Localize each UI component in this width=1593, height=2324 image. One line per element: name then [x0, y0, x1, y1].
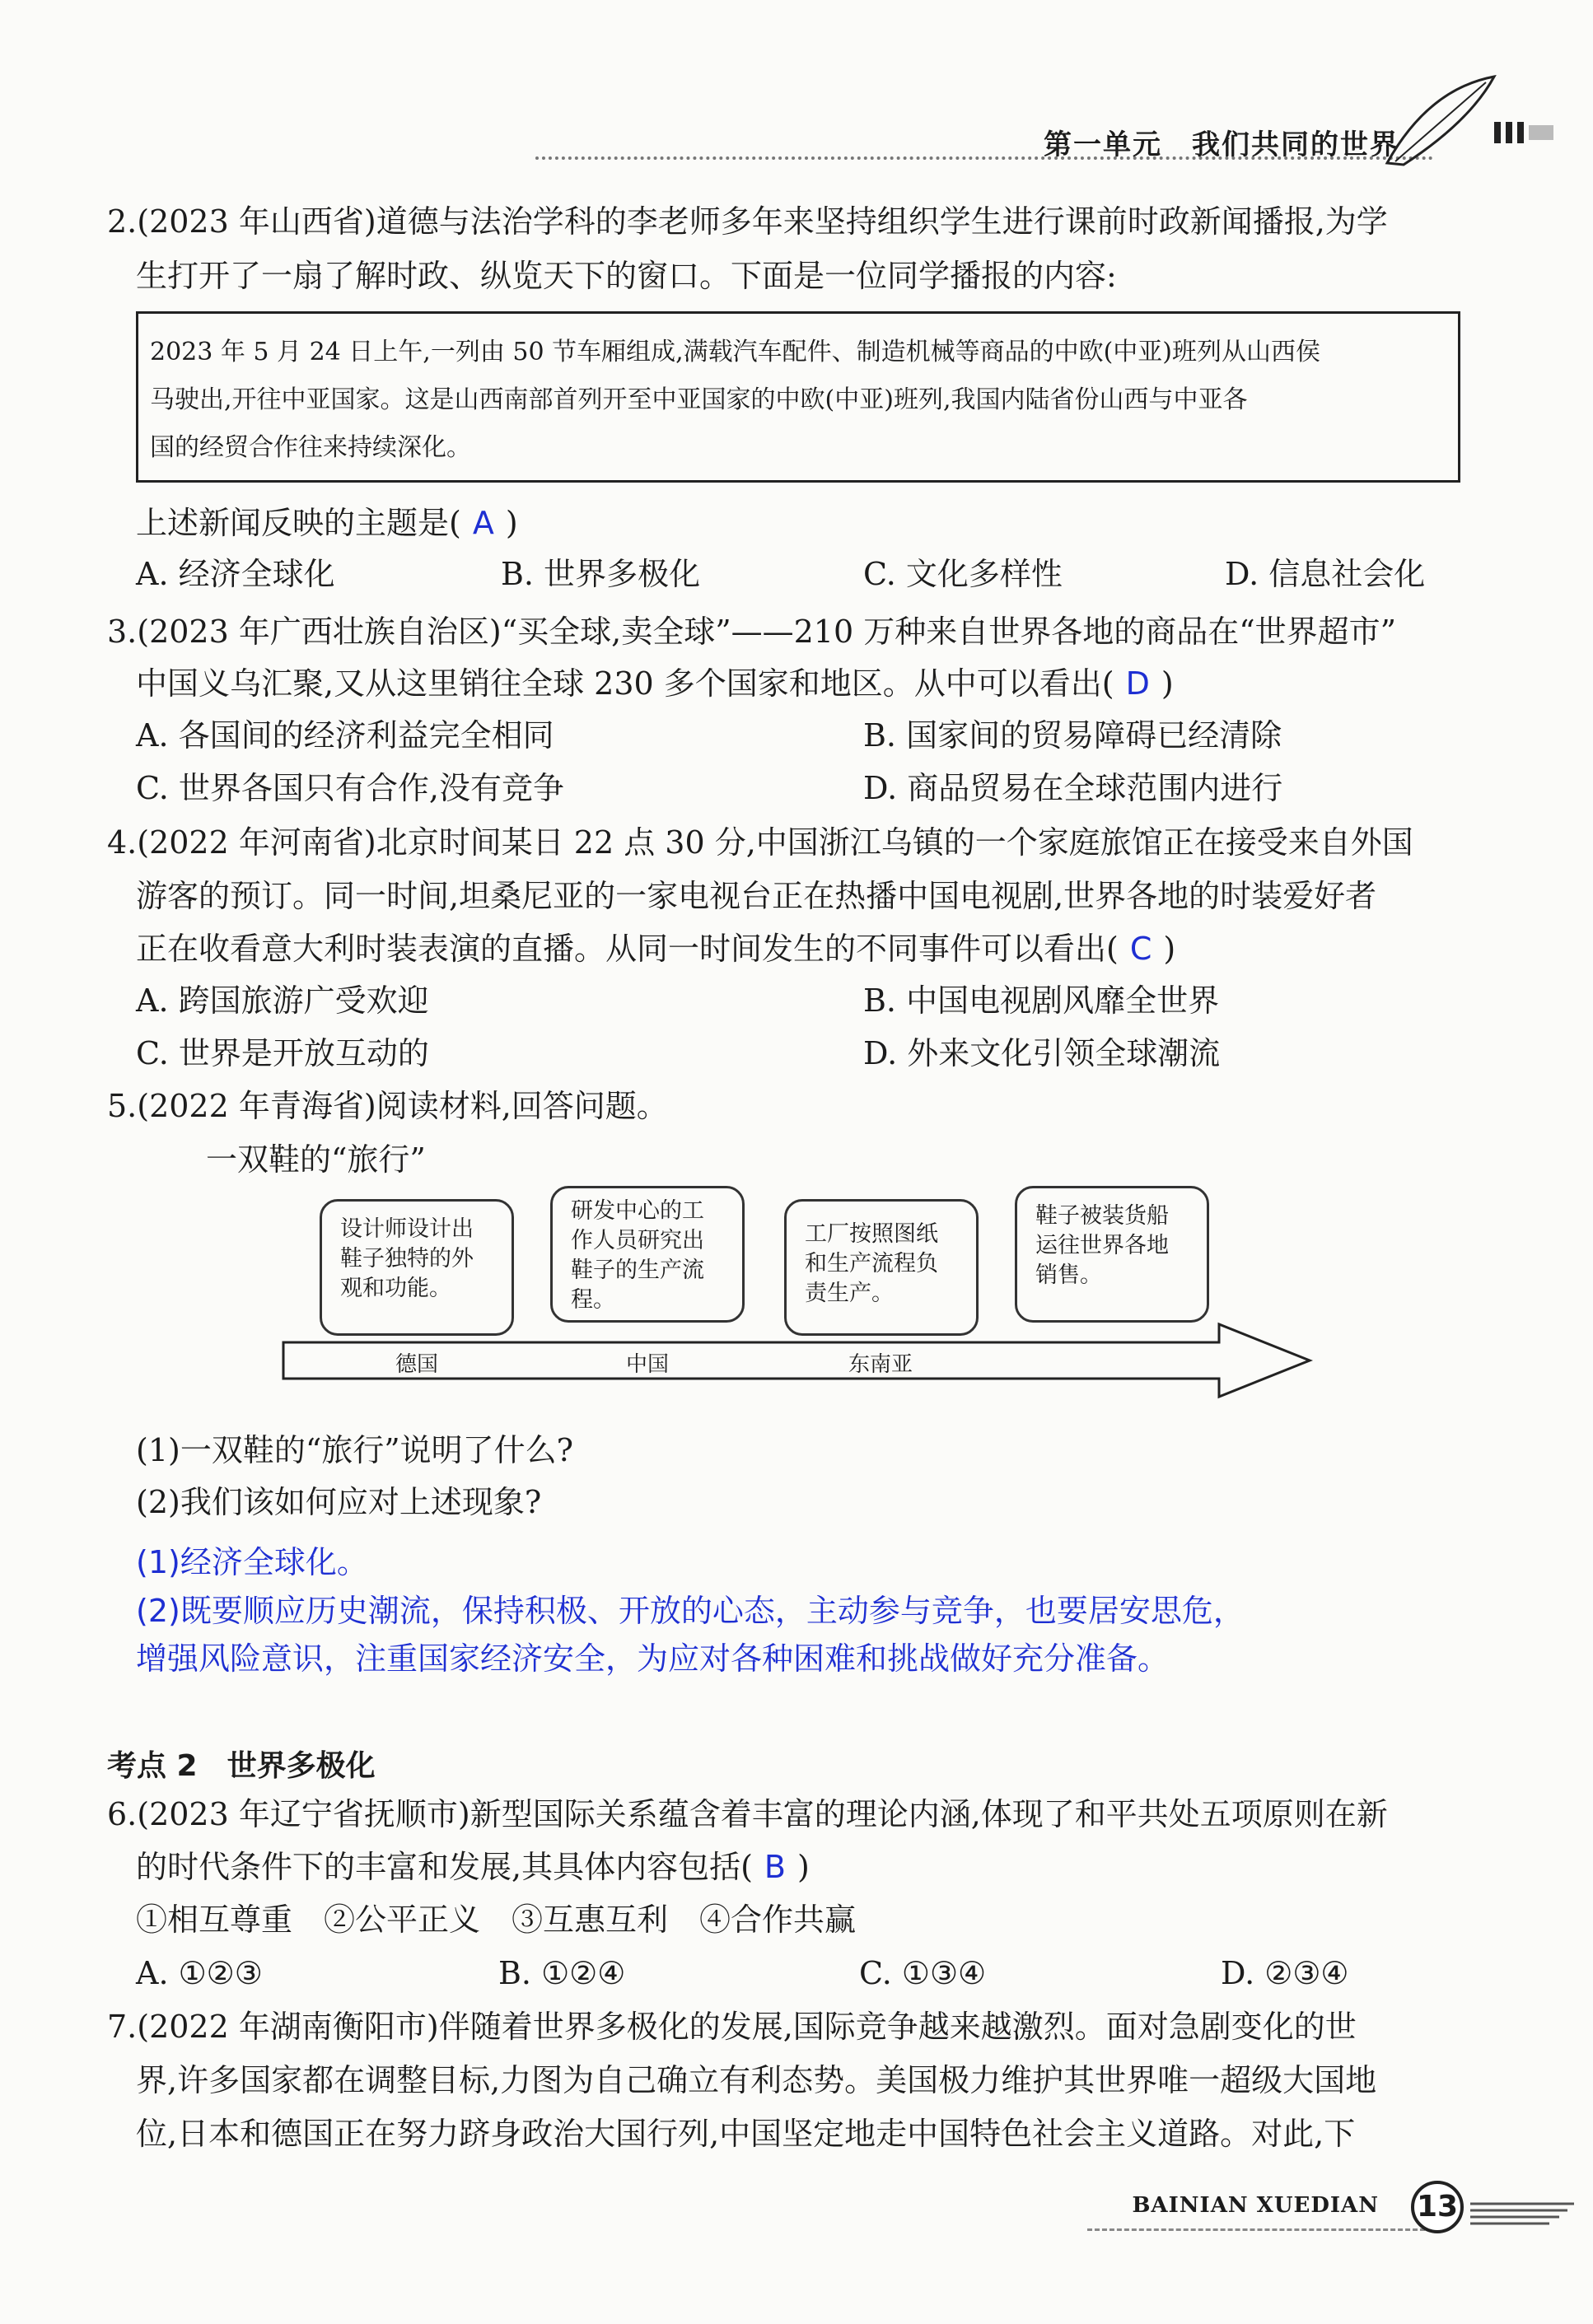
q6-stem-line2: 的时代条件下的丰富和发展,其具体内容包括( B ) — [136, 1849, 810, 1885]
q5-sub-question-1: (1)一双鞋的“旅行”说明了什么? — [136, 1432, 574, 1468]
q7-stem-line3: 位,日本和德国正在努力跻身政治大国行列,中国坚定地走中国特色社会主义道路。对此,下 — [136, 2116, 1356, 2152]
q6-option-a: A. ①②③ — [136, 1955, 263, 1991]
q3-answer: D — [1125, 665, 1150, 702]
q2-option-a: A. 经济全球化 — [136, 556, 335, 592]
footer-brand: BAINIAN XUEDIAN — [1132, 2193, 1379, 2218]
q7-stem-line1: 7.(2022 年湖南衡阳市)伴随着世界多极化的发展,国际竞争越来越激烈。面对急剧变化的世 — [107, 2009, 1357, 2045]
q5-answer-2-line1: (2)既要顺应历史潮流，保持积极、开放的心态，主动参与竞争，也要居安思危， — [136, 1593, 1245, 1629]
news-line: 国的经贸合作往来持续深化。 — [150, 433, 471, 462]
q7-stem-line2: 界,许多国家都在调整目标,力图为自己确立有利态势。美国极力维护其世界唯一超级大国地 — [136, 2062, 1377, 2098]
q5-answer-2-line2: 增强风险意识，注重国家经济安全，为应对各种困难和挑战做好充分准备。 — [136, 1640, 1170, 1677]
flow-step-factory: 工厂按照图纸 和生产流程负 责生产。 — [784, 1199, 979, 1336]
q3-option-c: C. 世界各国只有合作,没有竞争 — [136, 770, 564, 806]
q3-stem-line1: 3.(2023 年广西壮族自治区)“买全球,卖全球”——210 万种来自世界各地的商品在“世界超市” — [107, 614, 1397, 650]
q4-stem-line2: 游客的预订。同一时间,坦桑尼亚的一家电视台正在热播中国电视剧,世界各地的时装爱好者 — [136, 878, 1377, 914]
flow-step-shipping: 鞋子被装货船 运往世界各地 销售。 — [1015, 1186, 1209, 1323]
header-divider — [535, 156, 1433, 160]
q2-option-b: B. 世界多极化 — [501, 556, 701, 592]
q4-option-a: A. 跨国旅游广受欢迎 — [136, 982, 429, 1019]
news-material-box — [136, 311, 1460, 483]
page-number: 13 — [1411, 2181, 1464, 2233]
q3-option-b: B. 国家间的贸易障碍已经清除 — [863, 717, 1282, 754]
region-label-germany: 德国 — [395, 1352, 439, 1377]
flow-step-research: 研发中心的工 作人员研究出 鞋子的生产流 程。 — [550, 1186, 745, 1323]
q6-option-d: D. ②③④ — [1221, 1955, 1349, 1991]
quill-pen-icon — [1371, 72, 1560, 171]
region-label-china: 中国 — [626, 1352, 670, 1377]
flow-step-design: 设计师设计出 鞋子独特的外 观和功能。 — [320, 1199, 514, 1336]
q6-stem-line1: 6.(2023 年辽宁省抚顺市)新型国际关系蕴含着丰富的理论内涵,体现了和平共处五项原则在新 — [107, 1796, 1388, 1832]
q4-option-b: B. 中国电视剧风靡全世界 — [863, 982, 1220, 1019]
q5-stem: 5.(2022 年青海省)阅读材料,回答问题。 — [107, 1088, 668, 1124]
footer-divider — [1087, 2228, 1425, 2231]
q3-option-d: D. 商品贸易在全球范围内进行 — [863, 770, 1283, 806]
q4-option-d: D. 外来文化引领全球潮流 — [863, 1035, 1221, 1071]
q2-question: 上述新闻反映的主题是( A ) — [136, 505, 518, 541]
q4-option-c: C. 世界是开放互动的 — [136, 1035, 429, 1071]
q6-option-c: C. ①③④ — [859, 1955, 987, 1991]
q2-option-c: C. 文化多样性 — [863, 556, 1063, 592]
footer-speed-lines-icon — [1470, 2197, 1577, 2230]
q2-answer: A — [472, 505, 494, 541]
q6-answer: B — [764, 1849, 786, 1885]
news-line: 2023 年 5 月 24 日上午,一列由 50 节车厢组成,满载汽车配件、制造机械等商品的中欧(中亚)班列从山西侯 — [150, 338, 1321, 366]
q4-stem-line1: 4.(2022 年河南省)北京时间某日 22 点 30 分,中国浙江乌镇的一个家庭旅馆正在接受来自外国 — [107, 824, 1413, 861]
q5-material-title: 一双鞋的“旅行” — [206, 1141, 426, 1178]
q2-stem-line2: 生打开了一扇了解时政、纵览天下的窗口。下面是一位同学播报的内容: — [136, 258, 1117, 294]
q5-answer-1: (1)经济全球化。 — [136, 1544, 368, 1580]
q3-stem-line2: 中国义乌汇聚,又从这里销往全球 230 多个国家和地区。从中可以看出( D ) — [136, 665, 1174, 702]
q4-answer: C — [1129, 931, 1152, 967]
q6-items: ①相互尊重 ②公平正义 ③互惠互利 ④合作共赢 — [136, 1902, 857, 1938]
unit-title: 第一单元 我们共同的世界 — [1044, 128, 1399, 161]
q5-sub-question-2: (2)我们该如何应对上述现象? — [136, 1484, 542, 1520]
q2-stem-line1: 2.(2023 年山西省)道德与法治学科的李老师多年来坚持组织学生进行课前时政新闻播报,为学 — [107, 203, 1388, 240]
news-line: 马驶出,开往中亚国家。这是山西南部首列开至中亚国家的中欧(中亚)班列,我国内陆省份山西与中亚各 — [150, 385, 1248, 414]
q2-option-d: D. 信息社会化 — [1225, 556, 1426, 592]
region-label-southeast-asia: 东南亚 — [848, 1352, 913, 1377]
q4-stem-line3: 正在收看意大利时装表演的直播。从同一时间发生的不同事件可以看出( C ) — [136, 931, 1176, 967]
q3-option-a: A. 各国间的经济利益完全相同 — [136, 717, 554, 754]
q6-option-b: B. ①②④ — [498, 1955, 626, 1991]
shoe-journey-diagram — [280, 1186, 1318, 1416]
section-title: 考点 2 世界多极化 — [107, 1749, 376, 1783]
